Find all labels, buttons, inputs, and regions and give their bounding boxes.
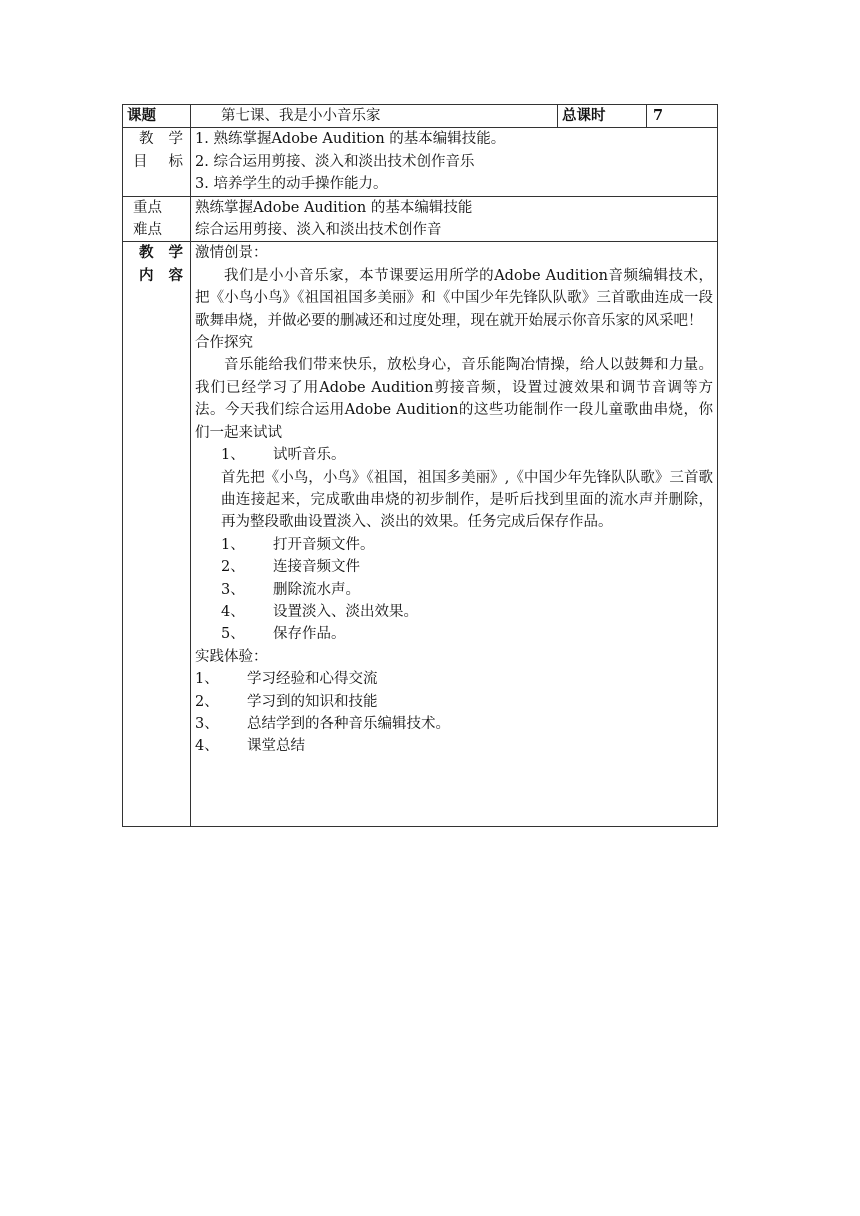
step-item [221,579,713,601]
item-number: 1、 [221,536,245,553]
content-label [123,242,191,827]
content-label-char: 学 [168,244,183,262]
item-number: 1、 [221,447,245,464]
objective-item: 1. 熟练掌握Adobe Audition 的基本编辑技能。 [195,131,506,148]
content-label-char: 教 [139,244,154,262]
item-text: 连接音频文件 [273,559,360,576]
step-item [221,601,713,623]
item-text: 设置淡入、淡出效果。 [273,603,418,620]
objectives-label-char: 目 [133,153,148,170]
step-item [221,556,713,578]
content-label-char: 容 [168,266,183,284]
hours-label: 总课时 [558,105,647,128]
practice-heading: 实践体验： [195,648,268,665]
objectives-label-char: 教 [139,131,154,148]
hours-value: 7 [647,105,718,128]
objectives-row [123,128,718,196]
lesson-plan-sheet [122,104,717,827]
item-number: 4、 [221,603,245,620]
listen-item [221,444,713,466]
item-text: 总结学到的各种音乐编辑技术。 [247,715,450,732]
difficult-label: 难点 [133,222,162,239]
practice-item [195,713,713,735]
task-paragraph: 首先把《小鸟，小鸟》《祖国，祖国多美丽》,《中国少年先锋队队歌》三首歌曲连接起来，完成歌曲串烧的初步制作，是听后找到里面的流水声并删除，再为整段歌曲设置淡入、淡出的效果。任务完成后保存作品。 [221,469,713,531]
objectives-label-char: 标 [168,153,183,170]
topic-row [123,105,718,128]
difficult-text: 综合运用剪接、淡入和淡出技术创作音 [195,222,442,239]
practice-item [195,735,713,757]
objectives-list [191,128,718,196]
item-text: 试听音乐。 [273,447,346,464]
item-text: 打开音频文件。 [273,536,375,553]
task-section [195,444,713,646]
item-text: 学习经验和心得交流 [247,671,378,688]
item-number: 5、 [221,626,245,643]
item-text: 学习到的知识和技能 [247,693,378,710]
item-number: 1、 [195,671,219,688]
practice-item [195,691,713,713]
objective-item: 2. 综合运用剪接、淡入和淡出技术创作音乐 [195,153,475,170]
objectives-label-char: 学 [168,131,183,148]
content-label-char: 内 [139,266,154,284]
item-number: 2、 [221,559,245,576]
step-item [221,623,713,645]
item-text: 删除流水声。 [273,581,360,598]
item-number: 2、 [195,693,219,710]
intro-paragraph: 我们是小小音乐家，本节课要运用所学的Adobe Audition音频编辑技术，把《小鸟小鸟》《祖国祖国多美丽》和《中国少年先锋队队歌》三首歌曲连成一段歌舞串烧，并做必要的删减还和过度处理，现在就开始展示你音乐家的风采吧！ [195,267,713,329]
item-text: 保存作品。 [273,626,346,643]
item-number: 3、 [195,715,219,732]
item-text: 课堂总结 [247,738,305,755]
objectives-label [123,128,191,196]
item-number: 4、 [195,738,219,755]
key-label: 重点 [133,199,162,216]
content-row [123,242,718,827]
practice-item [195,668,713,690]
key-points-row [123,196,718,242]
key-points-label [123,196,191,242]
topic-value: 第七课、我是小小音乐家 [191,105,558,128]
key-text: 熟练掌握Adobe Audition 的基本编辑技能 [195,199,473,216]
step-item [221,534,713,556]
objective-item: 3. 培养学生的动手操作能力。 [195,176,388,193]
explore-heading: 合作探究 [195,335,253,352]
item-number: 3、 [221,581,245,598]
key-points-text [191,196,718,242]
lesson-plan-table [122,104,718,827]
explore-paragraph: 音乐能给我们带来快乐，放松身心，音乐能陶冶情操，给人以鼓舞和力量。我们已经学习了用Adobe Audition剪接音频，设置过渡效果和调节音调等方法。今天我们综合运用Adobe Audition的这些功能制作一段儿童歌曲串烧，你们一起来试试 [195,357,713,441]
intro-heading: 激情创景： [195,245,268,262]
content-body [191,242,718,827]
topic-label: 课题 [123,105,191,128]
